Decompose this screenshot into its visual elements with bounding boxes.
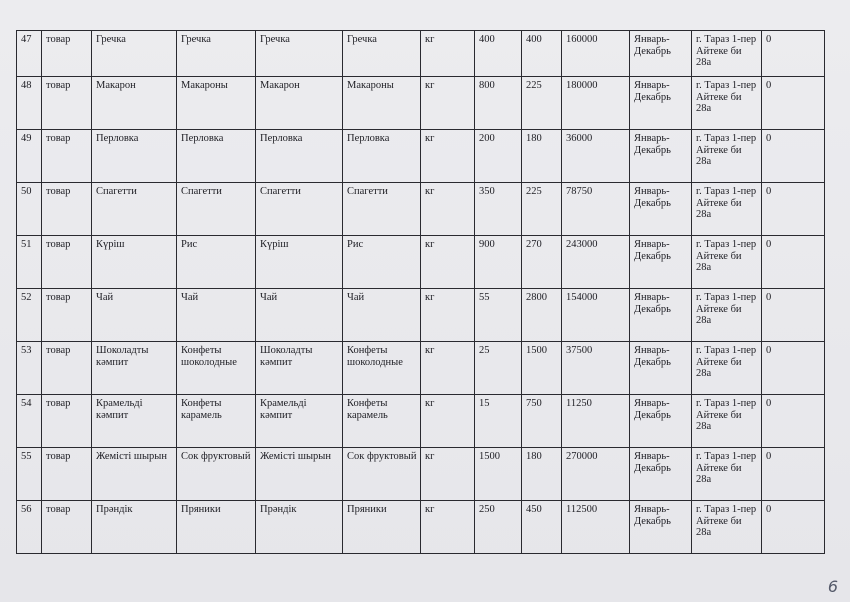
sum-cell: 11250 <box>562 395 630 448</box>
name-kz-cell: Макарон <box>92 77 177 130</box>
item-type-cell: товар <box>42 130 92 183</box>
item-type-cell: товар <box>42 448 92 501</box>
sum-cell: 36000 <box>562 130 630 183</box>
description-ru-cell: Гречка <box>343 31 421 77</box>
advance-cell: 0 <box>762 31 825 77</box>
delivery-place-cell: г. Тараз 1-пер Айтеке би 28а <box>692 77 762 130</box>
table-row <box>17 236 825 289</box>
item-type-cell: товар <box>42 183 92 236</box>
delivery-place-cell: г. Тараз 1-пер Айтеке би 28а <box>692 501 762 554</box>
period-cell: Январь-Декабрь <box>630 31 692 77</box>
advance-cell: 0 <box>762 501 825 554</box>
row-number-cell: 48 <box>17 77 42 130</box>
description-kz-cell: Крамельді кәмпит <box>256 395 343 448</box>
description-ru-cell: Пряники <box>343 501 421 554</box>
item-type-cell: товар <box>42 77 92 130</box>
sum-cell: 243000 <box>562 236 630 289</box>
name-ru-cell: Сок фруктовый <box>177 448 256 501</box>
description-kz-cell: Макарон <box>256 77 343 130</box>
table-row <box>17 77 825 130</box>
page-number: 6 <box>827 577 838 596</box>
quantity-cell: 15 <box>475 395 522 448</box>
unit-cell: кг <box>421 130 475 183</box>
quantity-cell: 250 <box>475 501 522 554</box>
description-kz-cell: Чай <box>256 289 343 342</box>
unit-cell: кг <box>421 31 475 77</box>
item-type-cell: товар <box>42 342 92 395</box>
name-ru-cell: Пряники <box>177 501 256 554</box>
procurement-table <box>16 30 825 554</box>
price-cell: 225 <box>522 183 562 236</box>
item-type-cell: товар <box>42 236 92 289</box>
description-ru-cell: Сок фруктовый <box>343 448 421 501</box>
row-number-cell: 47 <box>17 31 42 77</box>
period-cell: Январь-Декабрь <box>630 501 692 554</box>
description-ru-cell: Макароны <box>343 77 421 130</box>
item-type-cell: товар <box>42 31 92 77</box>
period-cell: Январь-Декабрь <box>630 448 692 501</box>
period-cell: Январь-Декабрь <box>630 130 692 183</box>
description-ru-cell: Рис <box>343 236 421 289</box>
item-type-cell: товар <box>42 289 92 342</box>
name-kz-cell: Гречка <box>92 31 177 77</box>
row-number-cell: 49 <box>17 130 42 183</box>
period-cell: Январь-Декабрь <box>630 77 692 130</box>
unit-cell: кг <box>421 448 475 501</box>
table-row <box>17 395 825 448</box>
table-row <box>17 183 825 236</box>
description-kz-cell: Шоколадты кәмпит <box>256 342 343 395</box>
sum-cell: 180000 <box>562 77 630 130</box>
name-kz-cell: Крамельді кәмпит <box>92 395 177 448</box>
quantity-cell: 800 <box>475 77 522 130</box>
unit-cell: кг <box>421 501 475 554</box>
description-ru-cell: Перловка <box>343 130 421 183</box>
name-ru-cell: Конфеты шоколодные <box>177 342 256 395</box>
item-type-cell: товар <box>42 395 92 448</box>
name-kz-cell: Жемісті шырын <box>92 448 177 501</box>
price-cell: 750 <box>522 395 562 448</box>
table-row <box>17 289 825 342</box>
name-ru-cell: Спагетти <box>177 183 256 236</box>
sum-cell: 270000 <box>562 448 630 501</box>
row-number-cell: 53 <box>17 342 42 395</box>
description-ru-cell: Конфеты карамель <box>343 395 421 448</box>
row-number-cell: 50 <box>17 183 42 236</box>
description-kz-cell: Гречка <box>256 31 343 77</box>
row-number-cell: 55 <box>17 448 42 501</box>
price-cell: 2800 <box>522 289 562 342</box>
price-cell: 400 <box>522 31 562 77</box>
advance-cell: 0 <box>762 130 825 183</box>
name-kz-cell: Күріш <box>92 236 177 289</box>
table-row <box>17 501 825 554</box>
sum-cell: 37500 <box>562 342 630 395</box>
period-cell: Январь-Декабрь <box>630 395 692 448</box>
name-kz-cell: Перловка <box>92 130 177 183</box>
price-cell: 1500 <box>522 342 562 395</box>
delivery-place-cell: г. Тараз 1-пер Айтеке би 28а <box>692 448 762 501</box>
price-cell: 225 <box>522 77 562 130</box>
name-kz-cell: Чай <box>92 289 177 342</box>
price-cell: 180 <box>522 448 562 501</box>
table-body <box>17 31 825 554</box>
advance-cell: 0 <box>762 448 825 501</box>
price-cell: 450 <box>522 501 562 554</box>
unit-cell: кг <box>421 342 475 395</box>
advance-cell: 0 <box>762 289 825 342</box>
name-kz-cell: Шоколадты кәмпит <box>92 342 177 395</box>
unit-cell: кг <box>421 183 475 236</box>
period-cell: Январь-Декабрь <box>630 289 692 342</box>
description-kz-cell: Перловка <box>256 130 343 183</box>
name-kz-cell: Спагетти <box>92 183 177 236</box>
description-ru-cell: Конфеты шоколодные <box>343 342 421 395</box>
quantity-cell: 350 <box>475 183 522 236</box>
unit-cell: кг <box>421 236 475 289</box>
period-cell: Январь-Декабрь <box>630 236 692 289</box>
unit-cell: кг <box>421 289 475 342</box>
name-ru-cell: Чай <box>177 289 256 342</box>
description-kz-cell: Күріш <box>256 236 343 289</box>
row-number-cell: 52 <box>17 289 42 342</box>
name-ru-cell: Гречка <box>177 31 256 77</box>
unit-cell: кг <box>421 395 475 448</box>
unit-cell: кг <box>421 77 475 130</box>
row-number-cell: 54 <box>17 395 42 448</box>
row-number-cell: 56 <box>17 501 42 554</box>
description-kz-cell: Спагетти <box>256 183 343 236</box>
advance-cell: 0 <box>762 77 825 130</box>
sum-cell: 160000 <box>562 31 630 77</box>
description-kz-cell: Прәндік <box>256 501 343 554</box>
row-number-cell: 51 <box>17 236 42 289</box>
sum-cell: 78750 <box>562 183 630 236</box>
sum-cell: 154000 <box>562 289 630 342</box>
price-cell: 180 <box>522 130 562 183</box>
quantity-cell: 200 <box>475 130 522 183</box>
description-kz-cell: Жемісті шырын <box>256 448 343 501</box>
name-ru-cell: Рис <box>177 236 256 289</box>
table-row <box>17 130 825 183</box>
period-cell: Январь-Декабрь <box>630 342 692 395</box>
sum-cell: 112500 <box>562 501 630 554</box>
quantity-cell: 900 <box>475 236 522 289</box>
delivery-place-cell: г. Тараз 1-пер Айтеке би 28а <box>692 342 762 395</box>
name-ru-cell: Перловка <box>177 130 256 183</box>
quantity-cell: 1500 <box>475 448 522 501</box>
delivery-place-cell: г. Тараз 1-пер Айтеке би 28а <box>692 236 762 289</box>
advance-cell: 0 <box>762 395 825 448</box>
period-cell: Январь-Декабрь <box>630 183 692 236</box>
advance-cell: 0 <box>762 183 825 236</box>
advance-cell: 0 <box>762 236 825 289</box>
table-row <box>17 448 825 501</box>
delivery-place-cell: г. Тараз 1-пер Айтеке би 28а <box>692 183 762 236</box>
delivery-place-cell: г. Тараз 1-пер Айтеке би 28а <box>692 31 762 77</box>
advance-cell: 0 <box>762 342 825 395</box>
delivery-place-cell: г. Тараз 1-пер Айтеке би 28а <box>692 130 762 183</box>
quantity-cell: 25 <box>475 342 522 395</box>
table-row <box>17 31 825 77</box>
delivery-place-cell: г. Тараз 1-пер Айтеке би 28а <box>692 289 762 342</box>
item-type-cell: товар <box>42 501 92 554</box>
name-kz-cell: Прәндік <box>92 501 177 554</box>
table-row <box>17 342 825 395</box>
description-ru-cell: Спагетти <box>343 183 421 236</box>
delivery-place-cell: г. Тараз 1-пер Айтеке би 28а <box>692 395 762 448</box>
quantity-cell: 400 <box>475 31 522 77</box>
quantity-cell: 55 <box>475 289 522 342</box>
description-ru-cell: Чай <box>343 289 421 342</box>
name-ru-cell: Конфеты карамель <box>177 395 256 448</box>
price-cell: 270 <box>522 236 562 289</box>
name-ru-cell: Макароны <box>177 77 256 130</box>
